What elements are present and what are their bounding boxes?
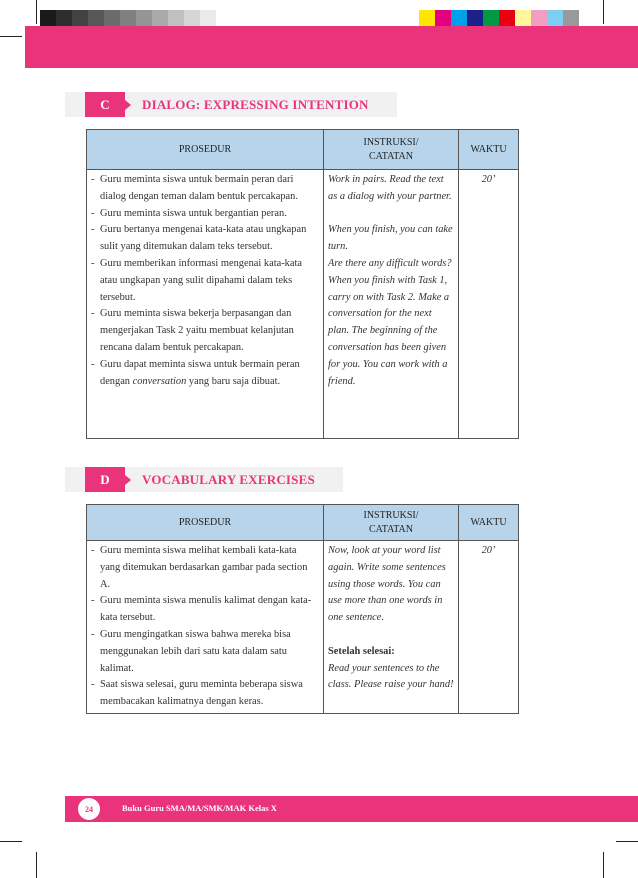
waktu-header: WAKTU — [459, 505, 519, 541]
color-swatch — [88, 10, 104, 26]
color-swatch — [56, 10, 72, 26]
instruksi-cell — [324, 170, 459, 439]
color-swatch — [40, 10, 56, 26]
color-swatch — [451, 10, 467, 26]
color-swatch — [72, 10, 88, 26]
waktu-header: WAKTU — [459, 130, 519, 170]
prosedur-cell — [87, 541, 324, 714]
instruction-text: When you finish with Task 1, carry on with Task 2. Make a conversation for the next plan. The beginning of the conversation has been given for you. You can work with a friend. — [328, 274, 450, 387]
book-title: Buku Guru SMA/MA/SMK/MAK Kelas X — [122, 803, 277, 813]
list-item: - Guru meminta siswa untuk bermain peran dari dialog dengan teman dalam bentuk percakapan. — [91, 172, 319, 206]
instruction-text: Are there any difficult words? — [328, 257, 452, 269]
list-item: - Guru mengingatkan siswa bahwa mereka bisa menggunakan lebih dari satu kata dalam satu kalimat. — [91, 627, 319, 677]
waktu-cell: 20’ — [459, 170, 519, 439]
color-swatch — [435, 10, 451, 26]
color-swatch — [419, 10, 435, 26]
list-item: - Guru meminta siswa melihat kembali kata-kata yang ditemukan berdasarkan gambar pada section A. — [91, 543, 319, 593]
crop-mark — [603, 852, 604, 878]
list-item — [91, 357, 319, 391]
page-number: 24 — [78, 798, 100, 820]
instruction-text: Now, look at your word list again. Write some sentences using those words. You can use more than one words in one sentence. — [328, 545, 446, 624]
section-heading-d — [65, 467, 343, 492]
instruction-text: When you finish, you can take turn. — [328, 224, 453, 253]
color-swatch — [547, 10, 563, 26]
prosedur-header: PROSEDUR — [87, 505, 324, 541]
instruksi-header: INSTRUKSI/ CATATAN — [324, 130, 459, 170]
color-swatch — [168, 10, 184, 26]
crop-mark — [0, 841, 22, 842]
section-c-table — [86, 129, 519, 439]
instruction-label: Setelah selesai: — [328, 645, 395, 657]
color-swatch — [152, 10, 168, 26]
section-title: DIALOG: EXPRESSING INTENTION — [142, 97, 369, 112]
color-swatch — [136, 10, 152, 26]
prosedur-header: PROSEDUR — [87, 130, 324, 170]
cmyk-color-bar — [419, 10, 579, 26]
list-item: - Guru memberikan informasi mengenai kata-kata atau ungkapan yang sulit dipahami dalam teks tersebut. — [91, 256, 319, 306]
instruksi-cell — [324, 541, 459, 714]
color-swatch — [120, 10, 136, 26]
instruction-text: Read your sentences to the class. Please raise your hand! — [328, 662, 454, 691]
list-item: - Saat siswa selesai, guru meminta beberapa siswa membacakan kalimatnya dengan keras. — [91, 677, 319, 711]
footer-band — [65, 796, 638, 822]
list-item: - Guru meminta siswa untuk bergantian peran. — [91, 206, 319, 223]
header-band — [25, 26, 638, 68]
list-item-text: Guru dapat meminta siswa untuk bermain peran dengan — [100, 358, 300, 387]
waktu-cell: 20’ — [459, 541, 519, 714]
color-swatch — [483, 10, 499, 26]
list-item: - Guru bertanya mengenai kata-kata atau ungkapan sulit yang ditemukan dalam teks tersebut. — [91, 222, 319, 256]
section-letter-badge: C — [85, 92, 125, 117]
crop-mark — [36, 0, 37, 24]
color-swatch — [104, 10, 120, 26]
section-d-table — [86, 504, 519, 714]
instruksi-header: INSTRUKSI/ CATATAN — [324, 505, 459, 541]
crop-mark — [0, 36, 22, 37]
list-item-text: yang baru saja dibuat. — [186, 375, 281, 387]
color-swatch — [467, 10, 483, 26]
color-swatch — [499, 10, 515, 26]
section-letter-badge: D — [85, 467, 125, 492]
crop-mark — [603, 0, 604, 24]
list-item-emphasis: conversation — [132, 375, 187, 387]
list-item: - Guru meminta siswa menulis kalimat dengan kata-kata tersebut. — [91, 593, 319, 627]
color-swatch — [531, 10, 547, 26]
grayscale-color-bar — [40, 10, 216, 26]
crop-mark — [616, 841, 638, 842]
section-heading-c — [65, 92, 397, 117]
prosedur-cell — [87, 170, 324, 439]
instruction-text: Work in pairs. Read the text as a dialog with your partner. — [328, 174, 452, 202]
color-swatch — [184, 10, 200, 26]
list-item: - Guru meminta siswa bekerja berpasangan dan mengerjakan Task 2 yaitu membuat kelanjutan rencana dalam bentuk percakapan. — [91, 306, 319, 356]
color-swatch — [515, 10, 531, 26]
color-swatch — [200, 10, 216, 26]
crop-mark — [36, 852, 37, 878]
color-swatch — [563, 10, 579, 26]
section-title: VOCABULARY EXERCISES — [142, 472, 315, 487]
